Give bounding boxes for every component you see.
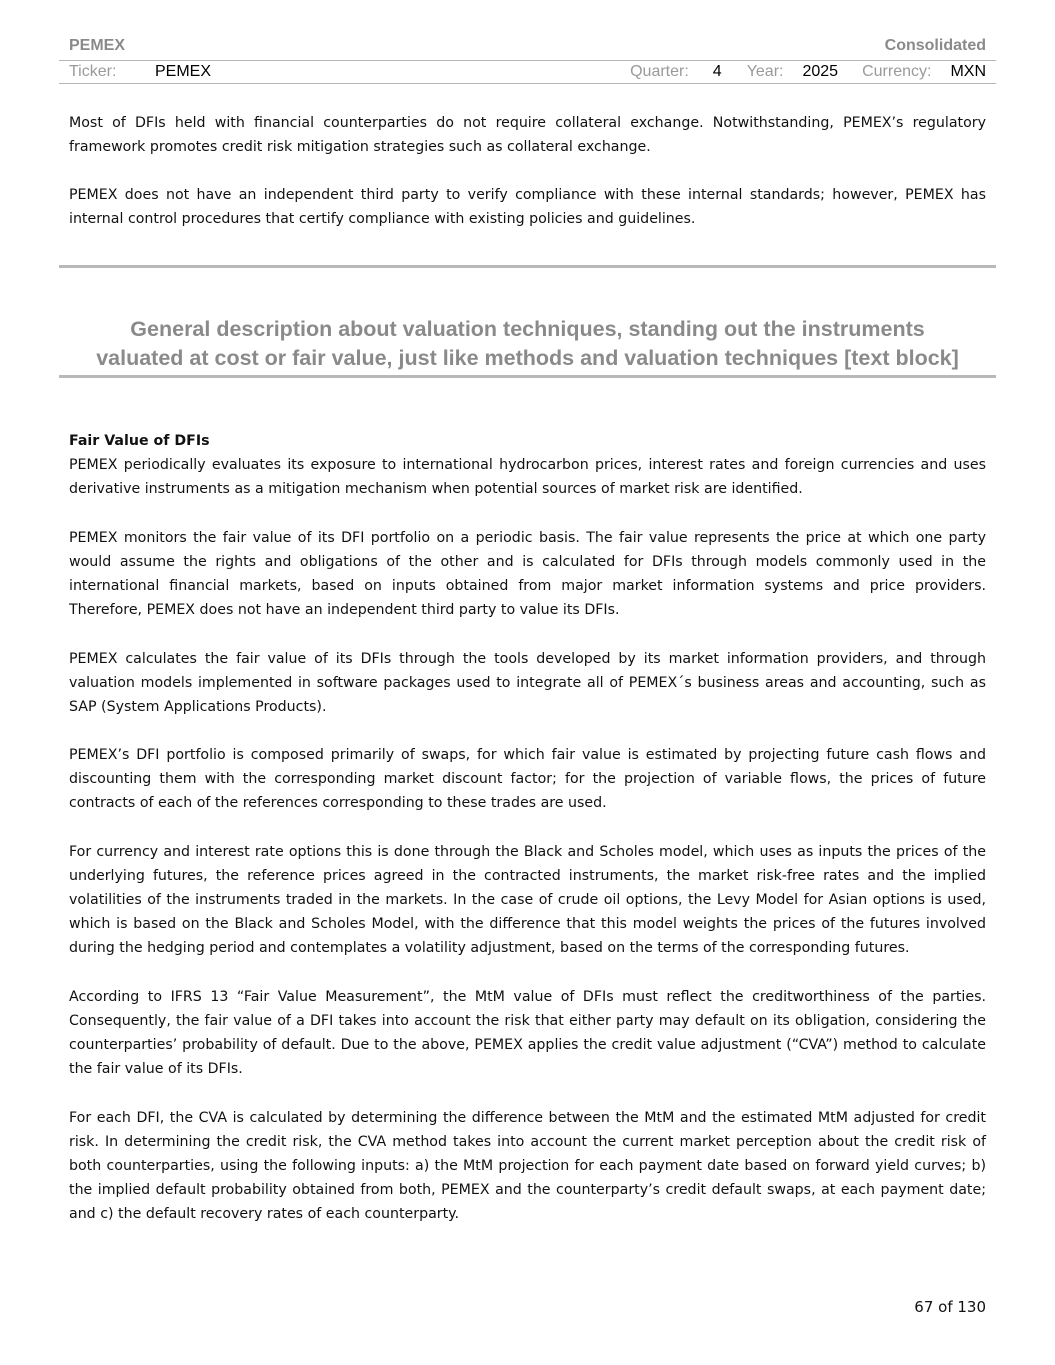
paragraph: PEMEX monitors the fair value of its DFI portfolio on a periodic basis. The fair value represents the price at which one party would assume the rights and obligations of the other and is calculated for DFIs through models commonly used in the international financial markets, based on inputs obtained from major market information systems and price providers. Therefore, PEMEX does not have an independent third party to value its DFIs. [69, 530, 986, 618]
section-title-underline [59, 375, 996, 378]
ticker-value: PEMEX [155, 63, 212, 80]
paragraph: PEMEX does not have an independent third party to verify compliance with these internal standards; however, PEMEX has internal control procedures that certify compliance with existing policies and guidelines. [69, 187, 986, 227]
subheading: Fair Value of DFIs [69, 433, 210, 449]
header-divider-bottom [59, 83, 996, 84]
paragraph: For currency and interest rate options this is done through the Black and Scholes model, which uses as inputs the prices of the underlying futures, the reference prices agreed in the contracted instruments, the market risk-free rates and the implied volatilities of the instruments traded in the markets. In the case of crude oil options, the Levy Model for Asian options is used, which is based on the Black and Scholes Model, with the difference that this model weights the prices of the futures involved during the hedging period and contemplates a volatility adjustment, based on the terms of the corresponding futures. [69, 844, 986, 956]
report-header [69, 37, 986, 59]
report-meta-row [69, 61, 986, 83]
paragraph: Most of DFIs held with financial counterparties do not require collateral exchange. Notwithstanding, PEMEX’s regulatory framework promotes credit risk mitigation strategies such as collateral exchange. [69, 115, 986, 155]
section-title [69, 315, 986, 373]
section-divider [59, 265, 996, 268]
ticker-label: Ticker: [69, 63, 117, 80]
paragraph: For each DFI, the CVA is calculated by determining the difference between the MtM and the estimated MtM adjusted for credit risk. In determining the credit risk, the CVA method takes into account the current market perception about the credit risk of both counterparties, using the following inputs: a) the MtM projection for each payment date based on forward yield curves; b) the implied default probability obtained from both, PEMEX and the counterparty’s credit default swaps, at each payment date; and c) the default recovery rates of each counterparty. [69, 1110, 986, 1222]
quarter-value: 4 [712, 63, 722, 80]
year-value: 2025 [802, 63, 839, 80]
period-info [630, 61, 986, 83]
paragraph: PEMEX calculates the fair value of its DFIs through the tools developed by its market information providers, and through valuation models implemented in software packages used to integrate all of PEMEX´s business areas and accounting, such as SAP (System Applications Products). [69, 651, 986, 715]
company-name: PEMEX [69, 37, 126, 54]
section-title-line: General description about valuation techniques, standing out the instruments [130, 317, 925, 341]
currency-label: Currency: [862, 63, 932, 80]
paragraph: According to IFRS 13 “Fair Value Measurement”, the MtM value of DFIs must reflect the creditworthiness of the parties. Consequently, the fair value of a DFI takes into account the risk that either party may default on its obligation, considering the counterparties’ probability of default. Due to the above, PEMEX applies the credit value adjustment (“CVA”) method to calculate the fair value of its DFIs. [69, 989, 986, 1077]
consolidation-scope: Consolidated [884, 37, 986, 54]
paragraph: PEMEX periodically evaluates its exposure to international hydrocarbon prices, interest rates and foreign currencies and uses derivative instruments as a mitigation mechanism when potential sources of market risk are identified. [69, 457, 986, 497]
paragraph: PEMEX’s DFI portfolio is composed primarily of swaps, for which fair value is estimated by projecting future cash flows and discounting them with the corresponding market discount factor; for the projection of variable flows, the prices of future contracts of each of the references corresponding to these trades are used. [69, 747, 986, 811]
year-label: Year: [746, 63, 784, 80]
currency-value: MXN [950, 63, 986, 80]
page-number: 67 of 130 [914, 1298, 986, 1316]
quarter-label: Quarter: [630, 63, 689, 80]
section-title-line: valuated at cost or fair value, just like methods and valuation techniques [text block] [96, 346, 959, 370]
